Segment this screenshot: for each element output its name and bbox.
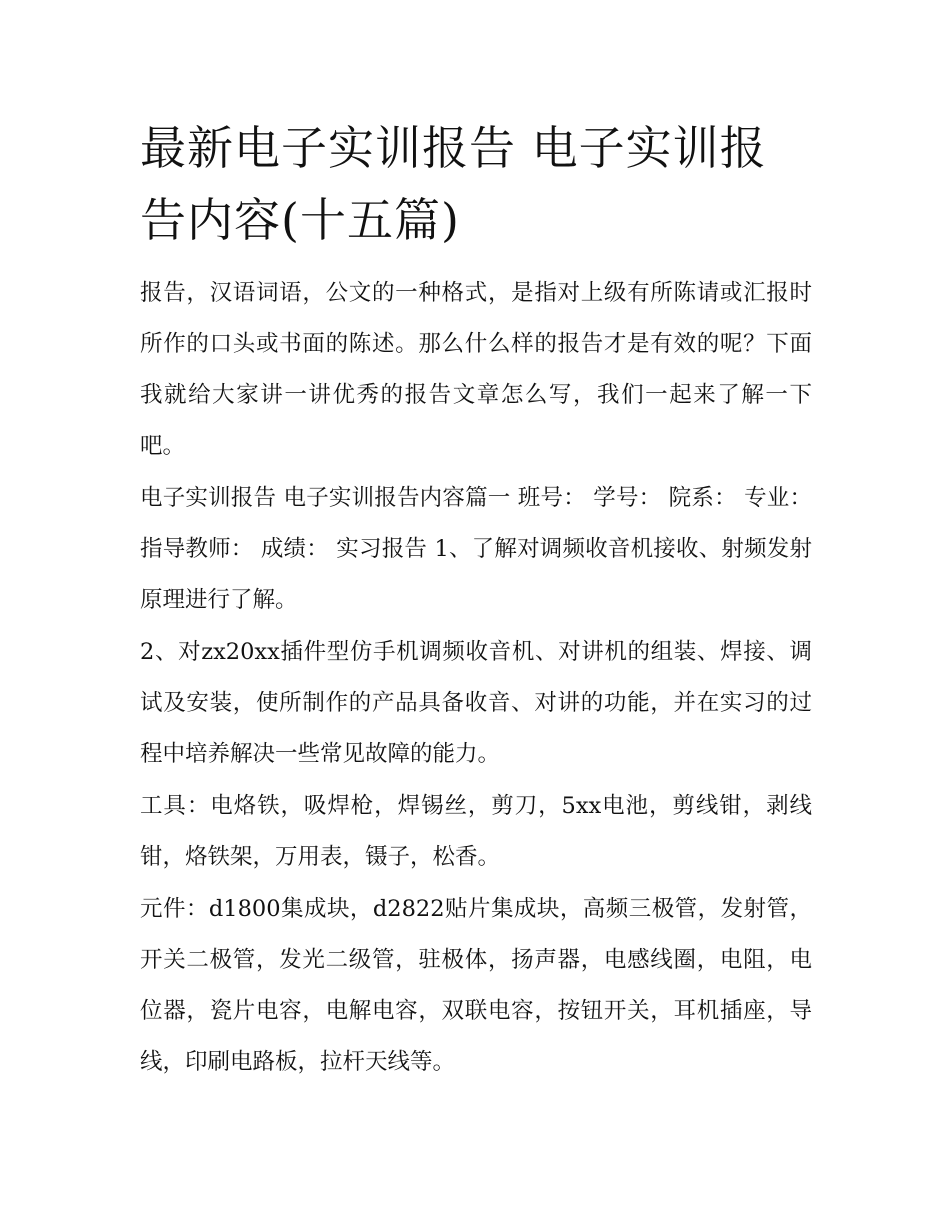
report-header-paragraph: 电子实训报告 电子实训报告内容篇一 班号： 学号： 院系： 专业： 指导教师： 成绩： 实习报告 1、了解对调频收音机接收、射频发射原理进行了解。 [140, 485, 812, 613]
document-title: 最新电子实训报告 电子实训报告内容(十五篇) [140, 121, 767, 247]
objective-paragraph: 2、对zx20xx插件型仿手机调频收音机、对讲机的组装、焊接、调试及安装，使所制作的产品具备收音、对讲的功能，并在实习的过程中培养解决一些常见故障的能力。 [140, 639, 812, 767]
components-paragraph: 元件：d1800集成块，d2822贴片集成块，高频三极管，发射管，开关二极管，发光二级管，驻极体，扬声器，电感线圈，电阻，电位器，瓷片电容，电解电容，双联电容，按钮开关，耳机插座，导线，印刷电路板，拉杆天线等。 [140, 896, 812, 1075]
tools-paragraph: 工具：电烙铁，吸焊枪，焊锡丝，剪刀，5xx电池，剪线钳，剥线钳，烙铁架，万用表，镊子，松香。 [140, 793, 812, 870]
document-body [140, 112, 812, 1089]
intro-paragraph: 报告，汉语词语，公文的一种格式，是指对上级有所陈请或汇报时所作的口头或书面的陈述。那么什么样的报告才是有效的呢？下面我就给大家讲一讲优秀的报告文章怎么写，我们一起来了解一下吧。 [140, 280, 812, 459]
